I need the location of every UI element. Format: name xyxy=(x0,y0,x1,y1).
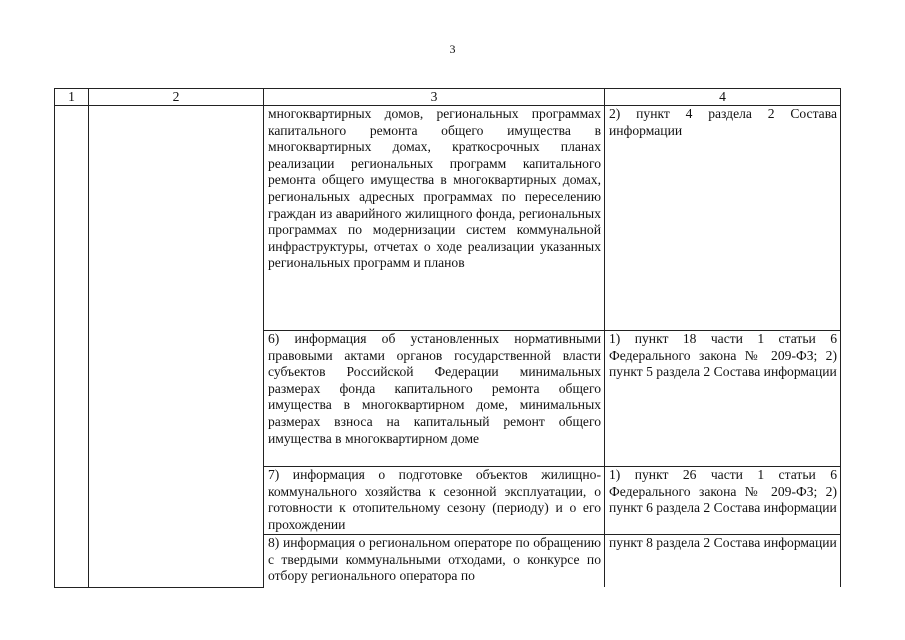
row-3-reference: 1) пункт 26 части 1 статьи 6 Федерального закона № 209-ФЗ; 2) пункт 6 раздела 2 Состава информации xyxy=(605,467,841,535)
row-2-description: 6) информация об установленных нормативными правовыми актами органов государственной власти субъектов Российской Федерации минимальных размерах фонда капитального ремонта общего имущества в многоквартирном доме, минимальных размерах взноса на капитальный ремонт общего имущества в многоквартирном доме xyxy=(264,331,605,467)
row-1-reference: 2) пункт 4 раздела 2 Состава информации xyxy=(605,106,841,331)
col-2-cell xyxy=(89,106,264,588)
row-1-description: многоквартирных домов, региональных программах капитального ремонта общего имущества в многоквартирных домах, краткосрочных планах реализации региональных программ капитального ремонта общего имущества в многоквартирных домах, региональных адресных программах по переселению граждан из аварийного жилищного фонда, региональных программах по модернизации систем коммунальной инфраструктуры, отчетах о ходе реализации указанных региональных программ и планов xyxy=(264,106,605,331)
table-row xyxy=(55,106,841,331)
row-4-reference: пункт 8 раздела 2 Состава информации xyxy=(605,535,841,588)
table-header-row xyxy=(55,89,841,106)
page-number: 3 xyxy=(449,42,456,56)
legal-table xyxy=(54,88,841,588)
header-col-4: 4 xyxy=(605,89,841,106)
row-3-description: 7) информация о подготовке объектов жилищно-коммунального хозяйства к сезонной эксплуатации, о готовности к отопительному сезону (периоду) и о его прохождении xyxy=(264,467,605,535)
row-4-description: 8) информация о региональном операторе по обращению с твердыми коммунальными отходами, о конкурсе по отбору регионального оператора по xyxy=(264,535,605,588)
row-2-reference: 1) пункт 18 части 1 статьи 6 Федерального закона № 209-ФЗ; 2) пункт 5 раздела 2 Состава информации xyxy=(605,331,841,467)
header-col-1: 1 xyxy=(55,89,89,106)
col-1-cell xyxy=(55,106,89,588)
header-col-3: 3 xyxy=(264,89,605,106)
header-col-2: 2 xyxy=(89,89,264,106)
